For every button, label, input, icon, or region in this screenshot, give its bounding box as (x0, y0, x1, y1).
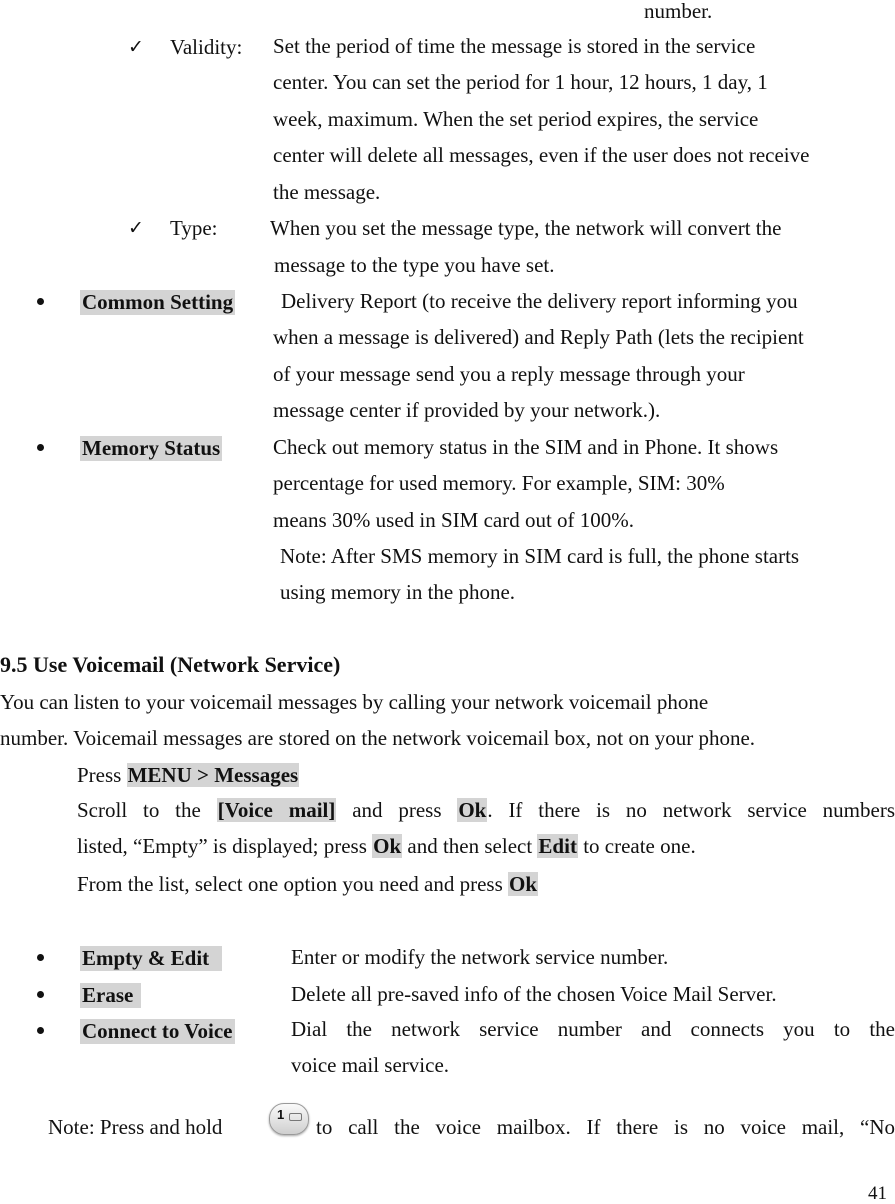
prev-tail: number. (644, 0, 713, 23)
common-setting-label: Common Setting (82, 290, 234, 314)
checkmark-icon: ✓ (128, 36, 144, 58)
memory-line2: percentage for used memory. For example, SIM: 30% (273, 471, 725, 495)
common-setting-text: Delivery Report (to receive the delivery report informing you when a message is delivered) and Reply Path (lets the recipient of your message send you a reply message through your message center if provided by your network.). (273, 289, 804, 423)
option-connect-label: Connect to Voice (82, 1019, 233, 1043)
option-erase-label: Erase (82, 983, 139, 1007)
step-3: From the list, select one option you need and press Ok (77, 872, 538, 896)
bullet-icon (37, 444, 44, 451)
step-1: Press MENU > Messages (77, 763, 299, 787)
note-pre: Note: Press and hold (48, 1115, 223, 1139)
bullet-icon (37, 298, 44, 305)
type-line1: When you set the message type, the network will convert the (270, 216, 782, 240)
step-2: Scroll to the [Voice mail] and press Ok. If there is no network service numbers listed, “Empty” is displayed; press Ok and then select Edit to create one. (77, 798, 895, 859)
memory-line3: means 30% used in SIM card out of 100%. (273, 508, 635, 532)
validity-text: Set the period of time the message is stored in the service center. You can set the period for 1 hour, 12 hours, 1 day, 1 week, maximum. When the set period expires, the service center will delete all messages, even if the user does not receive the message. (273, 34, 810, 204)
validity-label: Validity: (170, 35, 243, 59)
type-line2: message to the type you have set. (274, 253, 555, 277)
bullet-icon (37, 954, 44, 961)
page-number: 41 (868, 1183, 887, 1204)
memory-note1: Note: After SMS memory in SIM card is full, the phone starts (280, 544, 800, 568)
type-label: Type: (170, 216, 218, 240)
bullet-icon (37, 1027, 44, 1034)
option-erase-desc: Delete all pre-saved info of the chosen Voice Mail Server. (291, 982, 777, 1006)
memory-line1: Check out memory status in the SIM and in Phone. It shows (273, 435, 779, 459)
bullet-icon (37, 991, 44, 998)
key-1-icon: 1 (269, 1103, 309, 1135)
note-post: to call the voice mailbox. If there is no voice mail, “No (316, 1115, 895, 1139)
section-intro: You can listen to your voicemail messages by calling your network voicemail phone number. Voicemail messages are stored on the network voicemail box, not on your phone. (0, 690, 756, 751)
section-heading: 9.5 Use Voicemail (Network Service) (0, 652, 341, 677)
option-empty-edit-label: Empty & Edit (82, 946, 220, 970)
memory-note2: using memory in the phone. (280, 580, 516, 604)
checkmark-icon: ✓ (128, 217, 144, 239)
option-empty-edit-desc: Enter or modify the network service number. (291, 945, 669, 969)
option-connect-desc: Dial the network service number and connects you to the voice mail service. (291, 1017, 895, 1078)
memory-status-label: Memory Status (82, 436, 221, 460)
